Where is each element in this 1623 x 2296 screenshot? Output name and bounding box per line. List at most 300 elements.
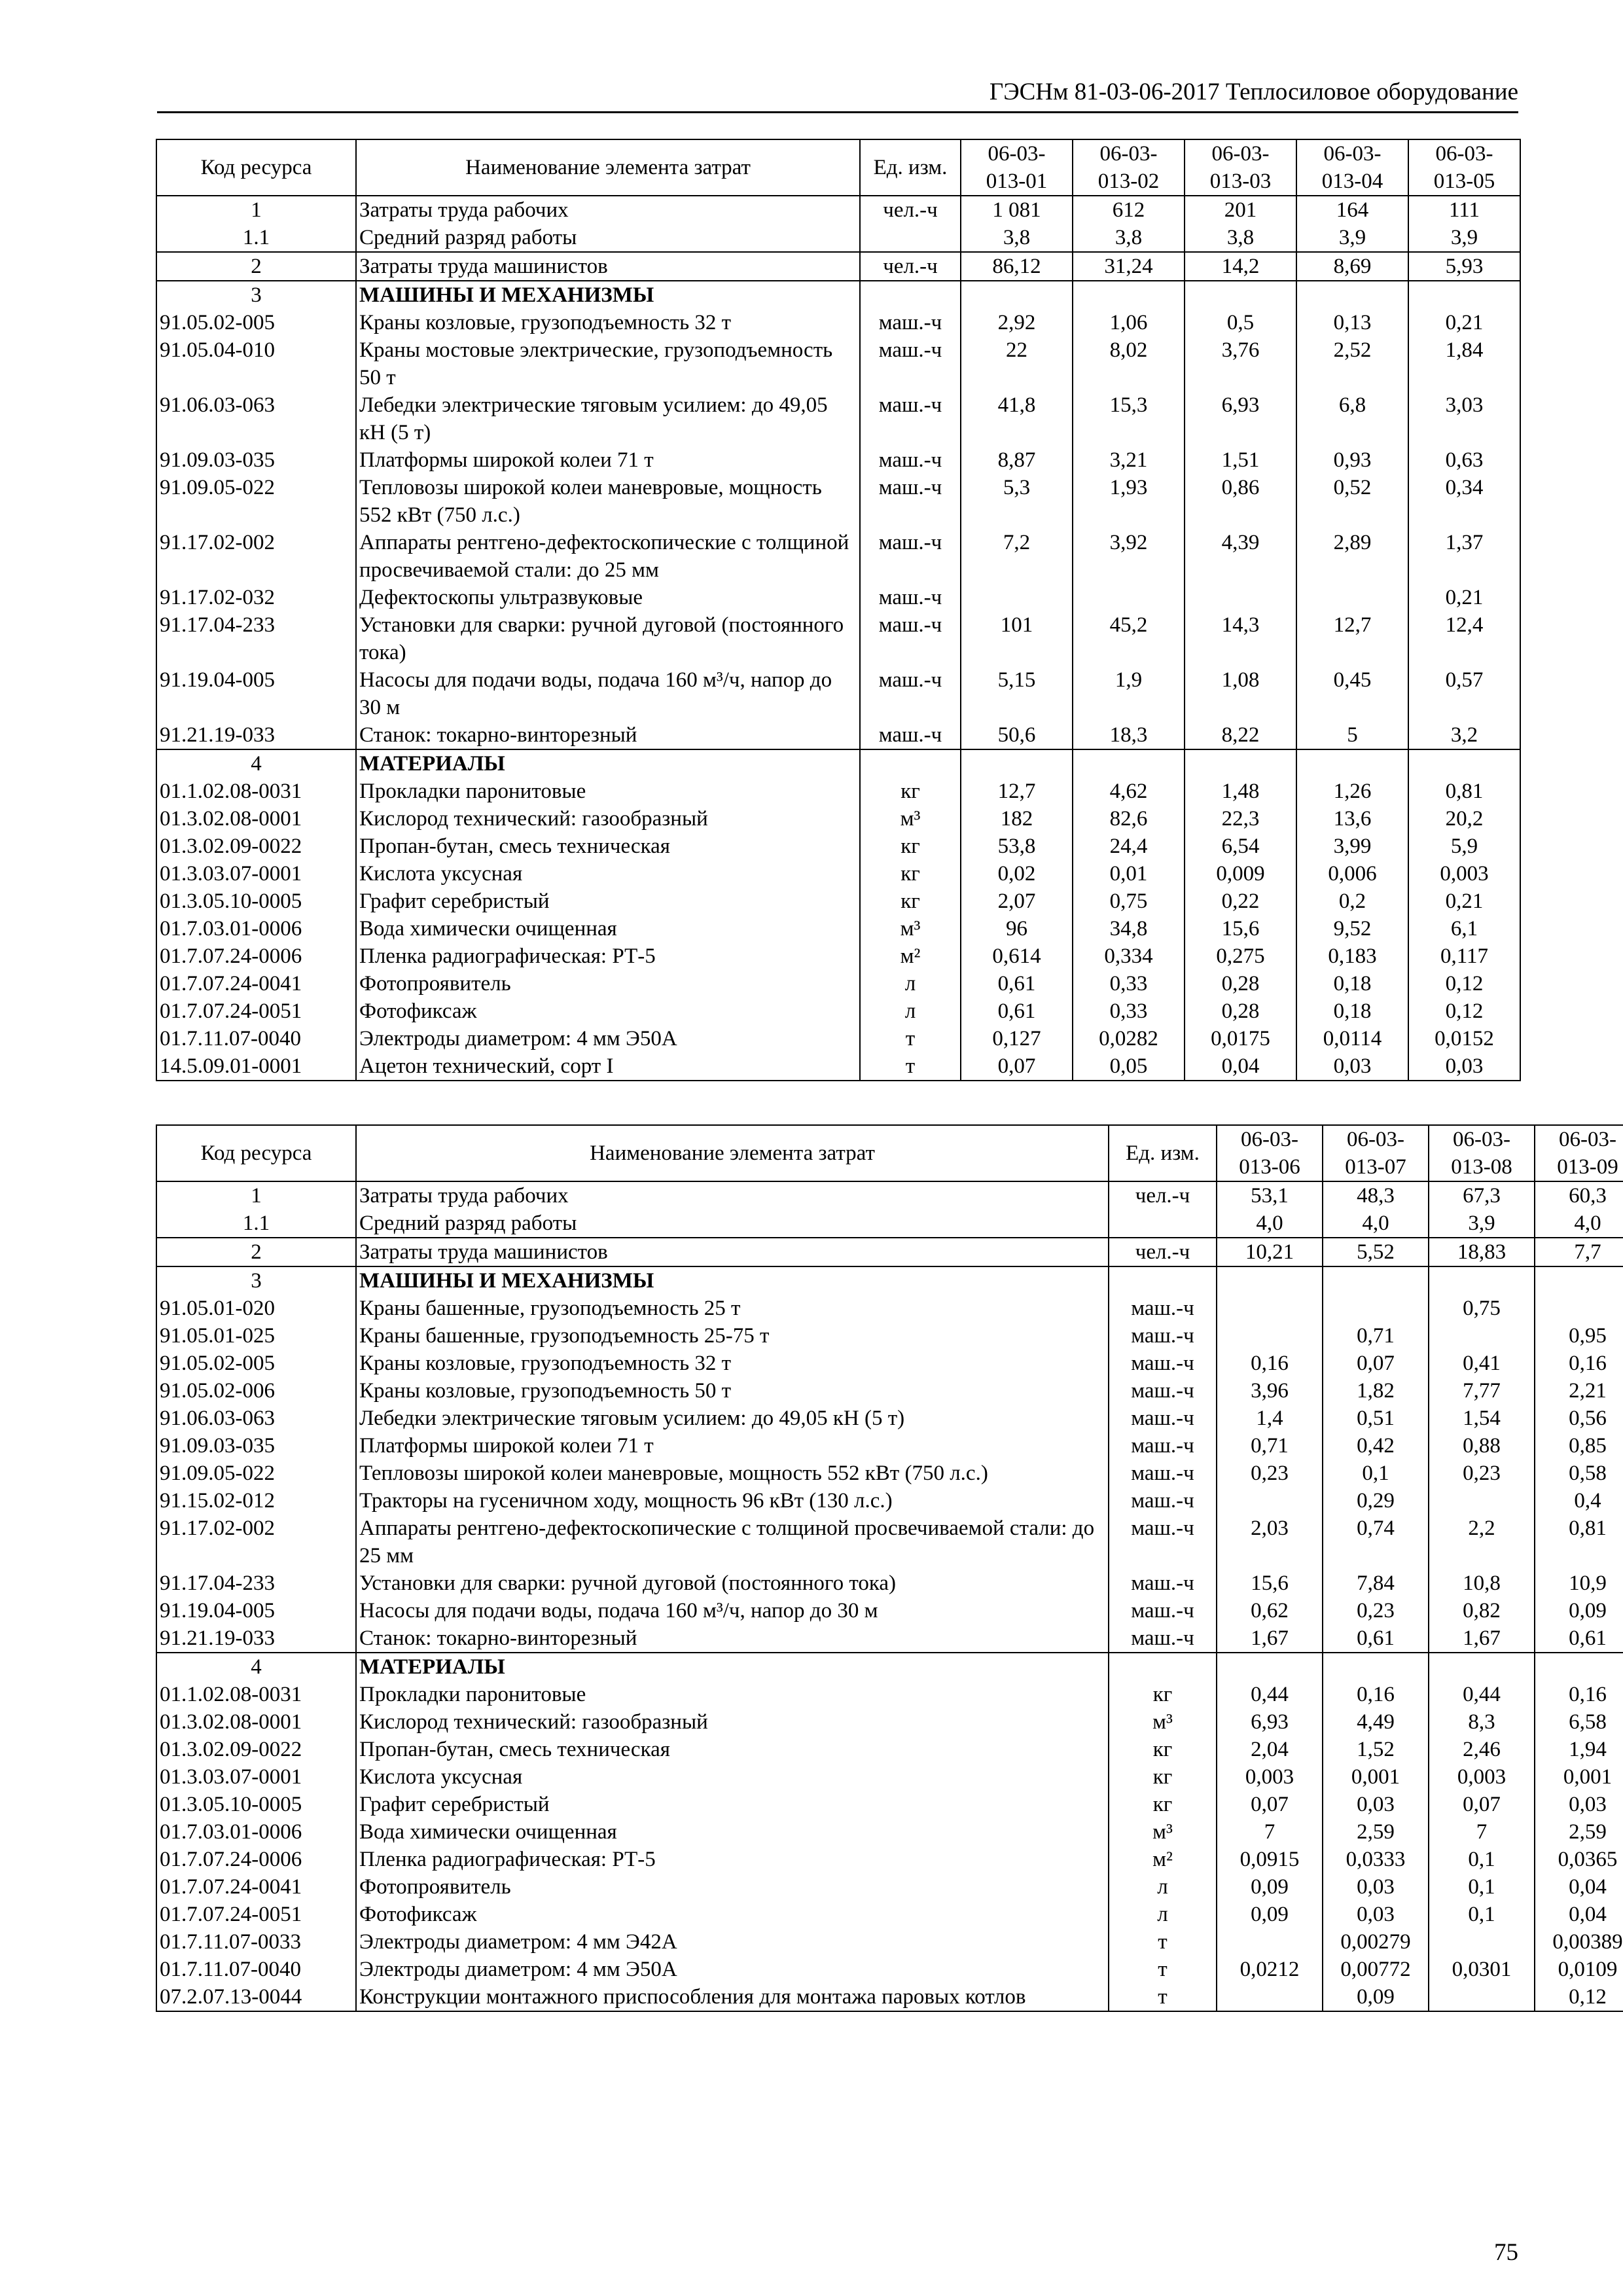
resource-value: 0,1 [1429,1873,1535,1901]
resource-value: 0,71 [1217,1432,1323,1460]
header-unit: Ед. изм. [860,139,961,196]
resource-name: Конструкции монтажного приспособления для монтажа паровых котлов [356,1983,1109,2011]
resource-unit: кг [860,860,961,888]
resource-value: 0,71 [1323,1322,1429,1350]
resource-value: 0,09 [1217,1873,1323,1901]
resource-name: Пропан-бутан, смесь техническая [356,833,860,860]
resource-code: 01.7.07.24-0051 [156,997,356,1025]
resource-unit: т [1109,1983,1217,2011]
resource-value: 12,4 [1408,611,1520,666]
resource-value: 0,58 [1535,1460,1623,1487]
resource-value: 10,9 [1535,1570,1623,1597]
resource-unit [860,749,961,778]
table-row [156,1624,1623,1653]
resource-unit: маш.-ч [1109,1487,1217,1515]
resource-value: 0,12 [1408,970,1520,997]
resource-value [1185,281,1296,309]
resource-unit: маш.-ч [1109,1377,1217,1405]
resource-code: 3 [156,1266,356,1295]
resource-value: 0,21 [1408,584,1520,611]
resource-value: 1,48 [1185,778,1296,805]
resource-value: 0,334 [1073,942,1185,970]
resource-value [1535,1653,1623,1681]
resource-value: 0,5 [1185,309,1296,336]
resource-code: 91.05.02-005 [156,309,356,336]
resource-value: 0,09 [1535,1597,1623,1624]
resource-value: 0,2 [1296,888,1408,915]
resource-value: 201 [1185,196,1296,224]
resource-value: 2,89 [1296,529,1408,584]
resource-unit: маш.-ч [860,529,961,584]
resource-value: 0,33 [1073,970,1185,997]
resource-unit: чел.-ч [1109,1181,1217,1210]
table-row [156,1210,1623,1238]
resource-unit: маш.-ч [1109,1432,1217,1460]
resource-value: 2,2 [1429,1515,1535,1570]
resource-value: 2,21 [1535,1377,1623,1405]
table-row [156,1597,1623,1624]
resource-code: 3 [156,281,356,309]
resource-unit: маш.-ч [860,309,961,336]
resource-name: МАТЕРИАЛЫ [356,1653,1109,1681]
resource-code: 01.7.11.07-0040 [156,1956,356,1983]
resource-code: 01.3.02.08-0001 [156,805,356,833]
resource-value: 0,001 [1323,1763,1429,1791]
resource-unit: маш.-ч [1109,1460,1217,1487]
resource-value: 0,52 [1296,474,1408,529]
resource-value [1073,281,1185,309]
resource-code: 91.17.04-233 [156,1570,356,1597]
resource-value [1073,749,1185,778]
resource-value: 0,00279 [1323,1928,1429,1956]
resource-name: Краны козловые, грузоподъемность 32 т [356,1350,1109,1377]
resource-name: Вода химически очищенная [356,915,860,942]
resource-unit: маш.-ч [860,391,961,446]
resource-value [1429,1653,1535,1681]
table-row [156,1515,1623,1570]
resource-value: 5,15 [961,666,1073,721]
resource-unit: л [860,970,961,997]
resource-value: 15,6 [1185,915,1296,942]
resource-code: 01.7.07.24-0041 [156,970,356,997]
resource-value: 96 [961,915,1073,942]
resource-code: 91.19.04-005 [156,666,356,721]
resource-unit: т [1109,1956,1217,1983]
resource-value: 164 [1296,196,1408,224]
resource-name: Затраты труда рабочих [356,196,860,224]
resource-value: 5,52 [1323,1238,1429,1266]
resource-value: 4,0 [1323,1210,1429,1238]
resource-value: 6,58 [1535,1708,1623,1736]
resource-name: Фотофиксаж [356,1901,1109,1928]
resource-value: 34,8 [1073,915,1185,942]
resource-value: 0,81 [1535,1515,1623,1570]
resource-name: Фотофиксаж [356,997,860,1025]
table-row [156,833,1520,860]
resource-value: 0,07 [961,1052,1073,1081]
resource-code: 01.7.07.24-0041 [156,1873,356,1901]
resource-unit: кг [860,888,961,915]
resource-value: 0,1 [1323,1460,1429,1487]
table-row [156,888,1520,915]
resource-code: 91.17.04-233 [156,611,356,666]
resource-name: Пленка радиографическая: РТ-5 [356,942,860,970]
resource-value: 0,03 [1323,1791,1429,1818]
resource-name: Затраты труда машинистов [356,1238,1109,1266]
resource-name: Прокладки паронитовые [356,1681,1109,1708]
table-body [156,196,1520,1081]
resource-value [1217,1487,1323,1515]
table-row [156,1266,1623,1295]
resource-value: 7 [1429,1818,1535,1846]
resource-value: 1,84 [1408,336,1520,391]
table-row [156,997,1520,1025]
resource-value: 41,8 [961,391,1073,446]
resource-value: 60,3 [1535,1181,1623,1210]
table-row [156,942,1520,970]
resource-value: 86,12 [961,252,1073,281]
resource-unit: кг [860,833,961,860]
resource-code: 01.3.02.09-0022 [156,833,356,860]
resource-value: 18,83 [1429,1238,1535,1266]
resource-unit: маш.-ч [1109,1570,1217,1597]
header-col: 06-03- 013-05 [1408,139,1520,196]
resource-code: 91.21.19-033 [156,1624,356,1653]
resource-value: 1,4 [1217,1405,1323,1432]
header-col: 06-03- 013-03 [1185,139,1296,196]
resource-value: 2,03 [1217,1515,1323,1570]
resource-value: 0,05 [1073,1052,1185,1081]
resource-value: 0,614 [961,942,1073,970]
resource-code: 01.7.11.07-0033 [156,1928,356,1956]
resource-unit: л [1109,1901,1217,1928]
resource-value: 0,16 [1217,1350,1323,1377]
table-row [156,1791,1623,1818]
resource-code: 91.09.05-022 [156,474,356,529]
resource-unit: кг [860,778,961,805]
table-row [156,1052,1520,1081]
resource-unit [1109,1653,1217,1681]
resource-value: 45,2 [1073,611,1185,666]
resource-value [1323,1266,1429,1295]
header-unit: Ед. изм. [1109,1125,1217,1181]
resource-value: 20,2 [1408,805,1520,833]
table-row [156,1983,1623,2011]
resource-code: 1 [156,1181,356,1210]
resource-value [1073,584,1185,611]
resource-value: 0,006 [1296,860,1408,888]
resource-value [1217,1983,1323,2011]
resource-code: 01.7.03.01-0006 [156,915,356,942]
table-row [156,721,1520,749]
resource-value [1535,1295,1623,1322]
table-row [156,1846,1623,1873]
header-col: 06-03- 013-07 [1323,1125,1429,1181]
resource-value: 1,54 [1429,1405,1535,1432]
resource-name: Лебедки электрические тяговым усилием: до 49,05 кН (5 т) [356,1405,1109,1432]
resource-code: 91.19.04-005 [156,1597,356,1624]
resource-value: 0,18 [1296,997,1408,1025]
resource-name: Платформы широкой колеи 71 т [356,1432,1109,1460]
resource-value: 1,93 [1073,474,1185,529]
table-row [156,1432,1623,1460]
resource-code: 01.3.05.10-0005 [156,888,356,915]
resource-unit: маш.-ч [860,336,961,391]
resource-unit: маш.-ч [860,721,961,749]
resource-value: 8,22 [1185,721,1296,749]
resource-value: 7 [1217,1818,1323,1846]
header-col: 06-03- 013-04 [1296,139,1408,196]
resource-value: 0,45 [1296,666,1408,721]
resource-value [1217,1295,1323,1322]
resource-value: 0,61 [1323,1624,1429,1653]
resource-code: 01.7.07.24-0006 [156,942,356,970]
resource-value: 48,3 [1323,1181,1429,1210]
resource-code: 01.1.02.08-0031 [156,1681,356,1708]
resource-value: 101 [961,611,1073,666]
table-row [156,1873,1623,1901]
resource-value: 0,0333 [1323,1846,1429,1873]
resource-name: МАШИНЫ И МЕХАНИЗМЫ [356,281,860,309]
resource-unit: маш.-ч [1109,1405,1217,1432]
header-col: 06-03- 013-06 [1217,1125,1323,1181]
resource-value: 0,0114 [1296,1025,1408,1052]
resource-name: Насосы для подачи воды, подача 160 м³/ч, напор до 30 м [356,1597,1109,1624]
table-row [156,474,1520,529]
resource-name: Тепловозы широкой колеи маневровые, мощность 552 кВт (750 л.с.) [356,474,860,529]
resource-value [1408,749,1520,778]
resource-unit: чел.-ч [1109,1238,1217,1266]
resource-value: 15,6 [1217,1570,1323,1597]
resource-unit: кг [1109,1681,1217,1708]
resource-unit: л [860,997,961,1025]
resource-value: 0,1 [1429,1846,1535,1873]
resource-value [1185,584,1296,611]
resource-value: 2,52 [1296,336,1408,391]
resource-name: Установки для сварки: ручной дуговой (постоянного тока) [356,1570,1109,1597]
resource-value: 0,95 [1535,1322,1623,1350]
resource-name: Средний разряд работы [356,1210,1109,1238]
resource-value: 0,1 [1429,1901,1535,1928]
resource-value: 0,81 [1408,778,1520,805]
resource-value: 50,6 [961,721,1073,749]
resource-value: 3,99 [1296,833,1408,860]
page-header [157,77,1518,113]
resource-name: Краны козловые, грузоподъемность 50 т [356,1377,1109,1405]
resource-value [1185,749,1296,778]
table-row [156,1956,1623,1983]
resource-value: 0,82 [1429,1597,1535,1624]
resource-name: Тепловозы широкой колеи маневровые, мощность 552 кВт (750 л.с.) [356,1460,1109,1487]
table-row [156,1487,1623,1515]
resource-code: 91.05.01-020 [156,1295,356,1322]
resource-value: 0,07 [1217,1791,1323,1818]
resource-code: 91.17.02-002 [156,1515,356,1570]
resource-value: 0,0175 [1185,1025,1296,1052]
resource-value: 0,275 [1185,942,1296,970]
resource-value: 0,003 [1408,860,1520,888]
resource-name: Краны мостовые электрические, грузоподъемность 50 т [356,336,860,391]
resource-value: 0,44 [1429,1681,1535,1708]
resource-value: 3,8 [961,224,1073,252]
resource-name: Платформы широкой колеи 71 т [356,446,860,474]
resource-unit: маш.-ч [860,446,961,474]
table-row [156,196,1520,224]
resource-value: 2,04 [1217,1736,1323,1763]
resource-unit: маш.-ч [860,474,961,529]
resource-value: 14,2 [1185,252,1296,281]
resource-value: 3,8 [1073,224,1185,252]
resource-value: 612 [1073,196,1185,224]
resource-value: 0,28 [1185,997,1296,1025]
table-row [156,529,1520,584]
resource-unit: т [860,1052,961,1081]
resource-value: 0,09 [1217,1901,1323,1928]
resource-value: 0,03 [1323,1873,1429,1901]
resource-value: 0,88 [1429,1432,1535,1460]
resource-unit [860,224,961,252]
resource-name: Затраты труда машинистов [356,252,860,281]
resource-unit: маш.-ч [860,666,961,721]
resource-value [1217,1928,1323,1956]
resource-value: 0,41 [1429,1350,1535,1377]
table-row [156,749,1520,778]
resource-unit: маш.-ч [860,584,961,611]
resource-name: Средний разряд работы [356,224,860,252]
resource-name: Тракторы на гусеничном ходу, мощность 96 кВт (130 л.с.) [356,1487,1109,1515]
resource-name: Пленка радиографическая: РТ-5 [356,1846,1109,1873]
resource-value: 3,2 [1408,721,1520,749]
resource-value: 7,7 [1535,1238,1623,1266]
resource-value: 0,51 [1323,1405,1429,1432]
resource-value: 1,51 [1185,446,1296,474]
resource-value [1429,1266,1535,1295]
resource-value: 13,6 [1296,805,1408,833]
resource-value: 0,16 [1323,1681,1429,1708]
resource-value: 12,7 [1296,611,1408,666]
document-title: ГЭСНм 81-03-06-2017 Теплосиловое оборудование [989,79,1518,105]
resource-value: 0,44 [1217,1681,1323,1708]
resource-unit [860,281,961,309]
resource-value: 0,21 [1408,888,1520,915]
resource-value: 7,2 [961,529,1073,584]
resource-value: 0,0365 [1535,1846,1623,1873]
resource-value: 8,02 [1073,336,1185,391]
resource-value [1429,1928,1535,1956]
table-row [156,1681,1623,1708]
table-row [156,805,1520,833]
resource-value: 4,0 [1217,1210,1323,1238]
resource-value: 67,3 [1429,1181,1535,1210]
resource-value: 0,16 [1535,1681,1623,1708]
table-row [156,1238,1623,1266]
table-row [156,224,1520,252]
resource-value: 0,0282 [1073,1025,1185,1052]
resource-value: 4,0 [1535,1210,1623,1238]
resource-name: Лебедки электрические тяговым усилием: до 49,05 кН (5 т) [356,391,860,446]
resource-value: 5,9 [1408,833,1520,860]
resource-value: 0,0109 [1535,1956,1623,1983]
resource-name: Электроды диаметром: 4 мм Э50А [356,1025,860,1052]
resource-code: 91.15.02-012 [156,1487,356,1515]
table-row [156,611,1520,666]
resource-code: 91.06.03-063 [156,1405,356,1432]
resource-value [961,749,1073,778]
resource-value [1429,1322,1535,1350]
table-row [156,391,1520,446]
table-row [156,1350,1623,1377]
resource-value: 0,03 [1296,1052,1408,1081]
resource-value: 0,21 [1408,309,1520,336]
resource-code: 01.7.11.07-0040 [156,1025,356,1052]
resource-code: 91.09.03-035 [156,446,356,474]
resource-value: 0,12 [1408,997,1520,1025]
resource-name: Дефектоскопы ультразвуковые [356,584,860,611]
resource-value: 0,75 [1073,888,1185,915]
resource-name: Краны башенные, грузоподъемность 25 т [356,1295,1109,1322]
resource-value: 4,62 [1073,778,1185,805]
resource-name: Установки для сварки: ручной дуговой (постоянного тока) [356,611,860,666]
resource-value [1408,281,1520,309]
resource-name: Фотопроявитель [356,1873,1109,1901]
resource-value: 0,02 [961,860,1073,888]
resource-value: 0,07 [1429,1791,1535,1818]
resource-code: 1.1 [156,1210,356,1238]
table-row [156,970,1520,997]
header-col: 06-03- 013-01 [961,139,1073,196]
resource-value [1296,281,1408,309]
resource-value: 6,93 [1217,1708,1323,1736]
resource-name: МАШИНЫ И МЕХАНИЗМЫ [356,1266,1109,1295]
resource-value: 1,67 [1429,1624,1535,1653]
resource-value: 0,23 [1323,1597,1429,1624]
resource-value: 2,92 [961,309,1073,336]
resource-code: 01.7.07.24-0051 [156,1901,356,1928]
resource-unit [1109,1266,1217,1295]
resource-value: 1,06 [1073,309,1185,336]
resource-value: 0,93 [1296,446,1408,474]
resource-unit: м² [1109,1846,1217,1873]
resource-code: 91.21.19-033 [156,721,356,749]
resource-value: 0,42 [1323,1432,1429,1460]
resource-code: 91.05.04-010 [156,336,356,391]
resource-value [961,281,1073,309]
resource-value: 2,07 [961,888,1073,915]
resource-name: Аппараты рентгено-дефектоскопические с толщиной просвечиваемой стали: до 25 мм [356,529,860,584]
resource-value: 0,4 [1535,1487,1623,1515]
resource-name: Прокладки паронитовые [356,778,860,805]
resource-value: 0,003 [1429,1763,1535,1791]
resource-code: 01.3.03.07-0001 [156,860,356,888]
table-row [156,1708,1623,1736]
resource-value: 0,01 [1073,860,1185,888]
resource-value: 0,33 [1073,997,1185,1025]
resource-value: 3,96 [1217,1377,1323,1405]
resource-code: 01.3.02.09-0022 [156,1736,356,1763]
resource-name: Кислород технический: газообразный [356,805,860,833]
resource-unit: м³ [1109,1818,1217,1846]
resource-value: 3,03 [1408,391,1520,446]
resource-value: 6,54 [1185,833,1296,860]
resource-value: 0,75 [1429,1295,1535,1322]
resource-value: 3,9 [1429,1210,1535,1238]
header-name: Наименование элемента затрат [356,1125,1109,1181]
resource-value: 0,00772 [1323,1956,1429,1983]
resource-value: 0,12 [1535,1983,1623,2011]
resource-name: Кислород технический: газообразный [356,1708,1109,1736]
resource-name: МАТЕРИАЛЫ [356,749,860,778]
resource-name: Затраты труда рабочих [356,1181,1109,1210]
